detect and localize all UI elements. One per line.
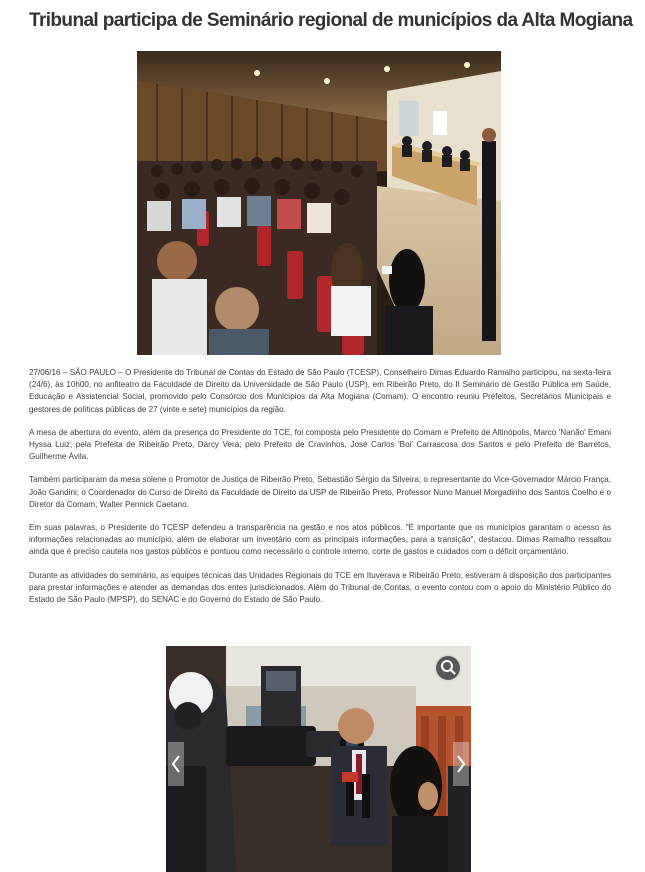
- zoom-button[interactable]: [434, 654, 462, 682]
- gallery-next-button[interactable]: [453, 742, 469, 786]
- article-paragraph: 27/06/16 – SÃO PAULO – O Presidente do Tribunal de Contas do Estado de São Paulo (TCESP), Conselheiro Dimas Eduardo Ramalho participou, na sexta-feira (24/6), às 10h00, no anfiteatro da Faculdade de Direito da Universidade de São Paulo (USP), em Ribeirão Preto, do II Seminário de Gestão Pública em Saúde, Educação e Assistencial Social, promovido pelo Consórcio dos Municípios da Alta Mogiana (Comam). O encontro reuniu Prefeitos, Secretários Municipais e gestores de políticas públicas de 27 (vinte e sete) municípios da região.: [29, 368, 611, 414]
- article-paragraph: Durante as atividades do seminário, as equipes técnicas das Unidades Regionais do TCE em Ituverava e Ribeirão Preto, estiveram à disposição dos participantes para prestar informações e atender as demandas dos entes jurisdicionados. Além do Tribunal de Contas, o evento contou com o apoio do Ministério Público do Estado de São Paulo (MPSP), do SENAC e do Governo do Estado de São Paulo.: [29, 570, 612, 605]
- interview-illustration: [166, 646, 471, 872]
- article-title: Tribunal participa de Seminário regional de municípios da Alta Mogiana: [29, 10, 633, 31]
- seminar-auditorium-photo: [137, 51, 501, 355]
- chevron-right-icon: [453, 742, 469, 786]
- auditorium-illustration: [137, 51, 501, 355]
- article-body: [29, 367, 611, 617]
- article-paragraph: Em suas palavras, o Presidente do TCESP defendeu a transparência na gestão e nos atos públicos. "É importante que os municípios garantam o acesso às informações relacionadas ao município, além de elaborar um inventário com as principais informações, para a transição", destacou. Dimas Ramalho ressaltou ainda que é preciso cautela nos gastos públicos e pontuou como necessário o controle interno, corte de gastos e cuidados com o déficit orçamentário.: [29, 523, 611, 557]
- magnifier-icon: [436, 656, 460, 680]
- gallery-prev-button[interactable]: [168, 742, 184, 786]
- article-paragraph: Também participaram da mesa solene o Promotor de Justiça de Ribeirão Preto, Sebastião Sérgio da Silveira; o representante do Vice-Governador Márcio França, João Gandini; o Coordenador do Curso de Direito da Faculdade de Direito da USP de Ribeirão Preto, Professor Nuno Manuel Morgadinho dos Santos Coelho e o Diretor da Comam, Walter Pennick Caetano.: [29, 475, 611, 509]
- press-interview-photo[interactable]: [166, 646, 471, 872]
- article-paragraph: A mesa de abertura do evento, além da presença do Presidente do TCE, foi composta pelo Presidente do Comam e Prefeito de Altinópolis, Marco 'Nanão' Emani Hyssa Luiz; pela Prefeita de Ribeirão Preto, Dárcy Vera; pelo Prefeito de Cravinhos, José Carlos 'Boi' Carrascosa dos Santos e pelo Prefeito de Barretos, Guilherme Ávila.: [29, 427, 611, 462]
- chevron-left-icon: [168, 742, 184, 786]
